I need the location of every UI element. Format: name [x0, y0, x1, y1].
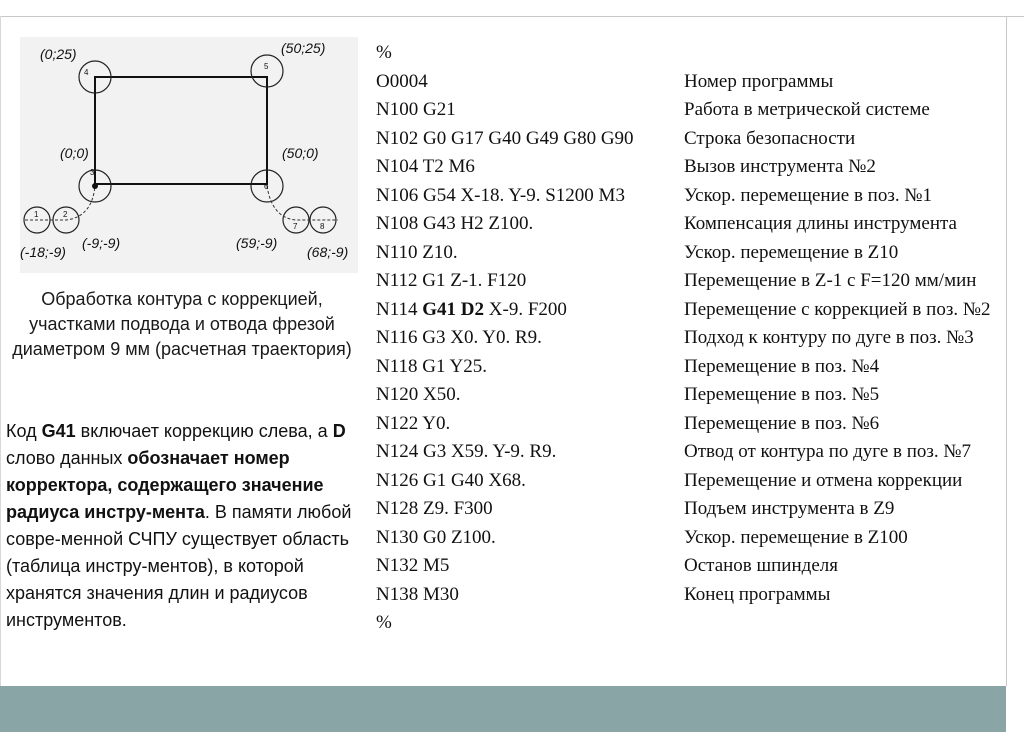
program-line-code-post: X-9. F200: [484, 298, 567, 320]
retract-path: [267, 186, 338, 220]
program-line: [376, 581, 1016, 610]
diagram-caption: Обработка контура с коррекцией, участками подвода и отвода фрезой диаметром 9 мм (расчетная траектория): [12, 289, 352, 359]
description-text: [6, 418, 354, 634]
program-line: [376, 68, 1016, 97]
point-number-5: 5: [264, 62, 269, 71]
program-line-code: N132 M5: [376, 555, 450, 576]
program-line: [376, 410, 1016, 439]
point-number-6: 6: [264, 182, 269, 191]
program-line: [376, 524, 1016, 553]
program-line-comment: Перемещение в Z-1 с F=120 мм/мин: [684, 270, 977, 291]
program-line-comment: Ускор. перемещение в Z100: [684, 526, 908, 548]
program-line: [376, 467, 1016, 496]
program-line-code: N100 G21: [376, 99, 456, 120]
program-line-code: N128 Z9. F300: [376, 498, 493, 519]
point-number-1: 1: [34, 210, 39, 219]
toolpath-svg: [20, 37, 358, 273]
program-line-comment: Ускор. перемещение в Z10: [684, 241, 899, 263]
program-line-comment: Перемещение и отмена коррекции: [684, 469, 963, 491]
program-line-code: N112 G1 Z-1. F120: [376, 270, 527, 291]
slide-bottom-corner: [1006, 686, 1024, 732]
program-line-code: [376, 296, 567, 325]
program-line: [376, 153, 1016, 182]
program-line-code: O0004: [376, 70, 428, 92]
program-line: [376, 210, 1016, 239]
program-line: [376, 239, 1016, 268]
program-line-comment: Перемещение в поз. №4: [684, 355, 880, 377]
program-line-comment: Подъем инструмента в Z9: [684, 498, 895, 519]
desc-bold-phrase: обозначает номер корректора, содержащего значение радиуса инстру-мента: [6, 448, 324, 522]
program-line: [376, 438, 1016, 467]
program-end-symbol: %: [376, 612, 392, 633]
program-line-code: N106 G54 X-18. Y-9. S1200 M3: [376, 184, 625, 206]
program-line: [376, 381, 1016, 410]
program-line-code: N104 T2 M6: [376, 156, 475, 177]
program-line-code: N130 G0 Z100.: [376, 526, 496, 548]
program-line: [376, 125, 1016, 154]
program-line-code: N118 G1 Y25.: [376, 355, 488, 377]
point-number-4: 4: [84, 68, 89, 77]
desc-part-4: . В памяти любой совре-менной СЧПУ существует область (таблица инстру-ментов), в которой хранятся значения длин и радиусов инструментов.: [6, 502, 352, 630]
coord-label-0-0: (0;0): [60, 145, 89, 161]
toolpath-diagram: [20, 37, 358, 273]
program-line-comment: Номер программы: [684, 70, 834, 92]
program-line-code: N108 G43 H2 Z100.: [376, 213, 534, 234]
program-line-code: N116 G3 X0. Y0. R9.: [376, 327, 542, 348]
program-line: [376, 296, 1016, 325]
coord-label-50-25: (50;25): [281, 40, 326, 56]
coord-label-0-25: (0;25): [40, 46, 77, 62]
program-line-code: N122 Y0.: [376, 412, 451, 434]
program-line-code: N110 Z10.: [376, 241, 458, 263]
program-line-code: N126 G1 G40 X68.: [376, 469, 526, 491]
program-line-comment: Отвод от контура по дуге в поз. №7: [684, 441, 972, 462]
point-number-2: 2: [63, 210, 68, 219]
point-number-3: 3: [90, 168, 95, 177]
desc-code-d: D: [332, 421, 346, 441]
program-line-code-pre: N114: [376, 298, 423, 320]
contour-rectangle: [95, 77, 267, 184]
point-number-7: 7: [293, 222, 298, 231]
coord-label-neg9-neg9: (-9;-9): [82, 235, 121, 251]
program-line: [376, 353, 1016, 382]
program-line: [376, 495, 1016, 524]
coord-label-59-neg9: (59;-9): [236, 235, 278, 251]
program-line-comment: Перемещение в поз. №5: [684, 384, 880, 405]
coord-label-68-neg9: (68;-9): [307, 244, 349, 260]
program-line-comment: Конец программы: [684, 583, 831, 605]
program-line: [376, 552, 1016, 581]
program-line-code: N124 G3 X59. Y-9. R9.: [376, 441, 557, 462]
slide-bottom-bar: [0, 686, 1024, 732]
point-number-8: 8: [320, 222, 325, 231]
program-line-comment: Перемещение в поз. №6: [684, 412, 880, 434]
origin-point: [92, 183, 98, 189]
desc-part-2: включает коррекцию слева, а: [75, 421, 333, 441]
slide-left-border: [0, 16, 1, 716]
program-line-comment: Компенсация длины инструмента: [684, 213, 957, 234]
program-line-comment: Перемещение с коррекцией в поз. №2: [684, 298, 991, 320]
program-line: [376, 96, 1016, 125]
program-line-comment: Работа в метрической системе: [684, 99, 930, 120]
desc-code-g41: G41: [41, 421, 76, 441]
program-line-code: N120 X50.: [376, 384, 461, 405]
program-end-row: [376, 609, 1016, 638]
desc-part-3: слово данных: [6, 448, 128, 468]
program-line-comment: Подход к контуру по дуге в поз. №3: [684, 327, 974, 348]
program-start-row: [376, 39, 1016, 68]
program-line: [376, 267, 1016, 296]
program-line-code: N102 G0 G17 G40 G49 G80 G90: [376, 127, 634, 149]
program-line-comment: Строка безопасности: [684, 127, 856, 149]
program-line: [376, 182, 1016, 211]
coord-label-neg18-neg9: (-18;-9): [20, 244, 66, 260]
program-line-code: N138 M30: [376, 583, 459, 605]
program-line: [376, 324, 1016, 353]
program-line-code-bold: G41 D2: [422, 298, 485, 320]
program-start-symbol: %: [376, 42, 392, 63]
program-line-comment: Ускор. перемещение в поз. №1: [684, 184, 932, 206]
program-line-comment: Останов шпинделя: [684, 555, 838, 576]
slide-top-border: [0, 0, 1024, 17]
nc-program-listing: [376, 39, 1016, 638]
program-line-comment: Вызов инструмента №2: [684, 156, 876, 177]
desc-part-1: Код: [6, 421, 42, 441]
coord-label-50-0: (50;0): [282, 145, 319, 161]
